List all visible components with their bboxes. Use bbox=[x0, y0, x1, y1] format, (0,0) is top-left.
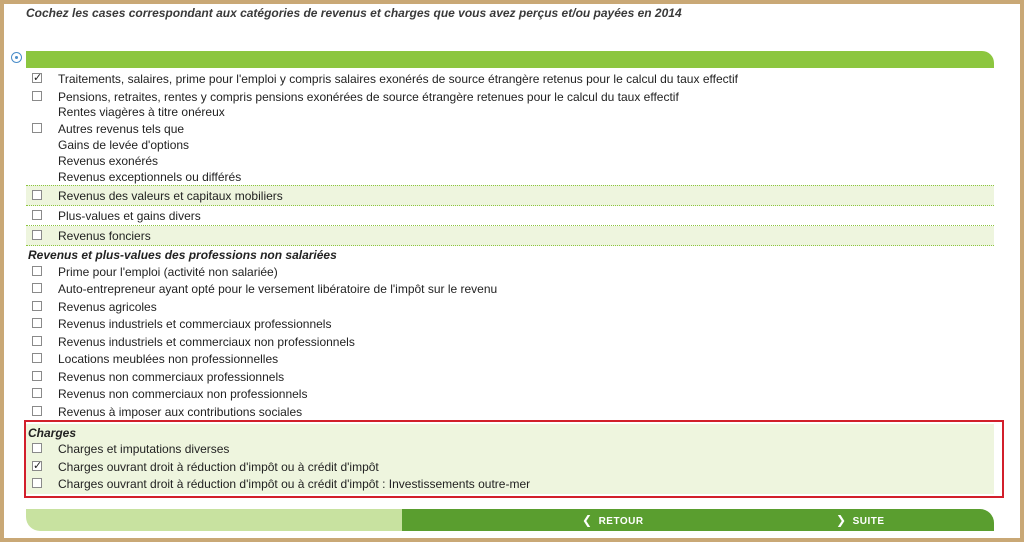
list-item bbox=[26, 350, 994, 368]
list-item bbox=[26, 170, 994, 185]
checkbox-label: Plus-values et gains divers bbox=[58, 208, 201, 223]
checkbox-label: Revenus industriels et commerciaux professionnels bbox=[58, 317, 332, 331]
sub-label: Gains de levée d'options bbox=[58, 137, 190, 152]
checkbox-valeurs-mobiliers[interactable] bbox=[32, 190, 42, 200]
charges-highlight-box bbox=[24, 420, 1004, 498]
section-title-non-salariees bbox=[26, 246, 994, 263]
footer-bar-right bbox=[402, 509, 994, 531]
list-item bbox=[26, 70, 994, 88]
checkbox-label: Revenus non commerciaux non professionnels bbox=[58, 387, 308, 401]
list-item bbox=[26, 263, 994, 281]
next-button-label: SUITE bbox=[852, 516, 885, 527]
list-item bbox=[26, 138, 994, 154]
footer-bar-left bbox=[26, 509, 402, 531]
checkbox-label: Autres revenus tels que bbox=[58, 122, 185, 136]
next-button[interactable] bbox=[836, 509, 885, 531]
sub-label: Rentes viagères à titre onéreux bbox=[58, 105, 225, 119]
checkbox-label: Charges et imputations diverses bbox=[58, 442, 230, 456]
checkbox-label: Traitements, salaires, prime pour l'emploi y compris salaires exonérés de source étrangère retenus pour le calcul du taux effectif bbox=[58, 72, 738, 86]
checkbox-label: Pensions, retraites, rentes y compris pensions exonérées de source étrangère retenues pour le calcul du taux effectif bbox=[58, 89, 679, 104]
list-item bbox=[26, 88, 994, 106]
checkbox-pensions[interactable] bbox=[32, 91, 42, 101]
page-instructions: Cochez les cases correspondant aux catégories de revenus et charges que vous avez perçus et/ou payées en 2014 bbox=[26, 6, 682, 20]
checkbox-label: Revenus fonciers bbox=[58, 228, 151, 243]
list-item bbox=[26, 403, 994, 421]
checkbox-bnc-pro[interactable] bbox=[32, 371, 42, 381]
chevron-left-icon: ❮ bbox=[582, 513, 593, 527]
list-item bbox=[26, 226, 994, 246]
checkbox-prime-emploi[interactable] bbox=[32, 266, 42, 276]
back-button[interactable] bbox=[582, 509, 644, 531]
back-button-label: RETOUR bbox=[598, 516, 644, 527]
collapse-toggle-icon[interactable] bbox=[11, 52, 22, 63]
income-category-list bbox=[26, 70, 994, 420]
checkbox-label: Revenus non commerciaux professionnels bbox=[58, 369, 285, 384]
checkbox-traitements[interactable] bbox=[32, 73, 42, 83]
sub-label: Revenus exonérés bbox=[58, 153, 159, 168]
checkbox-plus-values[interactable] bbox=[32, 210, 42, 220]
checkbox-label: Revenus industriels et commerciaux non professionnels bbox=[58, 334, 355, 349]
checkbox-label: Auto-entrepreneur ayant opté pour le versement libératoire de l'impôt sur le revenu bbox=[58, 282, 498, 296]
checkbox-bnc-non-pro[interactable] bbox=[32, 388, 42, 398]
list-item bbox=[26, 206, 994, 226]
section-title-text: Charges bbox=[28, 426, 77, 440]
checkbox-label: Revenus à imposer aux contributions sociales bbox=[58, 404, 303, 419]
checkbox-autres-revenus[interactable] bbox=[32, 123, 42, 133]
section-title-text: Revenus et plus-values des professions non salariées bbox=[28, 247, 337, 262]
list-item bbox=[26, 385, 994, 403]
checkbox-bic-pro[interactable] bbox=[32, 318, 42, 328]
checkbox-bic-non-pro[interactable] bbox=[32, 336, 42, 346]
checkbox-label: Revenus agricoles bbox=[58, 299, 157, 314]
list-item bbox=[26, 315, 994, 333]
list-item bbox=[26, 120, 994, 138]
section-header-bar bbox=[26, 51, 994, 68]
list-item bbox=[26, 105, 994, 120]
list-item bbox=[26, 154, 994, 170]
list-item bbox=[26, 280, 994, 298]
checkbox-locations-meublees[interactable] bbox=[32, 353, 42, 363]
checkbox-label: Prime pour l'emploi (activité non salariée) bbox=[58, 264, 278, 279]
checkbox-contributions-sociales[interactable] bbox=[32, 406, 42, 416]
list-item bbox=[26, 298, 994, 316]
checkbox-revenus-agricoles[interactable] bbox=[32, 301, 42, 311]
chevron-right-icon: ❯ bbox=[836, 513, 847, 527]
checkbox-label: Locations meublées non professionnelles bbox=[58, 352, 279, 366]
list-item bbox=[26, 333, 994, 351]
checkbox-revenus-fonciers[interactable] bbox=[32, 230, 42, 240]
list-item bbox=[26, 368, 994, 386]
checkbox-auto-entrepreneur[interactable] bbox=[32, 283, 42, 293]
checkbox-label: Charges ouvrant droit à réduction d'impôt ou à crédit d'impôt bbox=[58, 459, 379, 474]
checkbox-label: Revenus des valeurs et capitaux mobiliers bbox=[58, 188, 283, 203]
sub-label: Revenus exceptionnels ou différés bbox=[58, 169, 242, 184]
list-item bbox=[26, 185, 994, 206]
checkbox-label: Charges ouvrant droit à réduction d'impôt ou à crédit d'impôt : Investissements outre-mer bbox=[58, 477, 531, 491]
